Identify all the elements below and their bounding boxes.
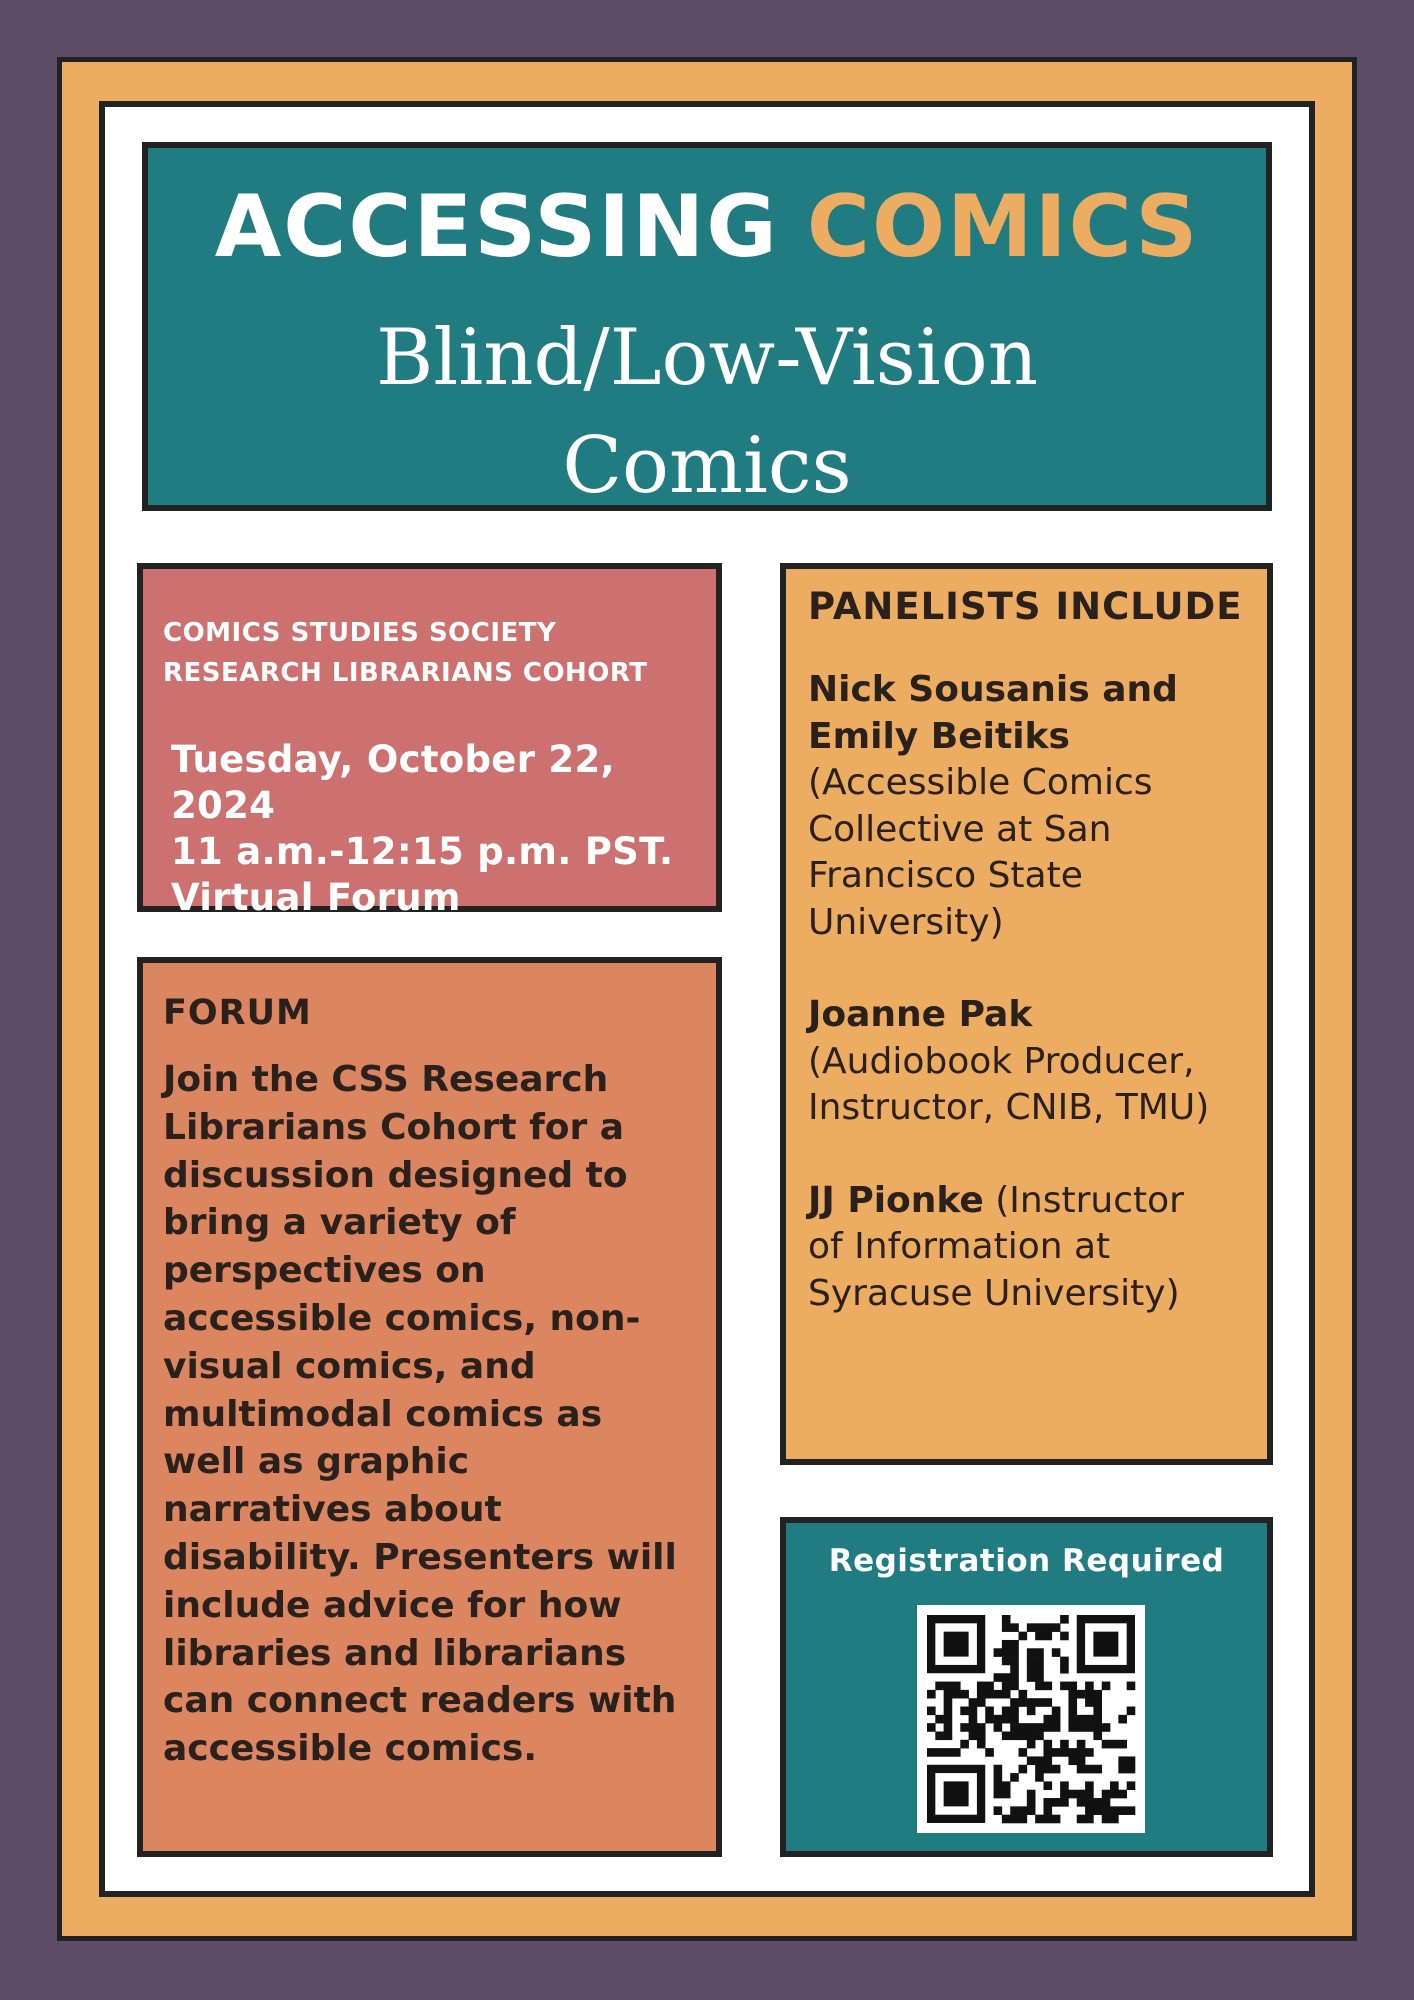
forum-line: narratives about [163,1489,502,1531]
forum-description [163,1056,708,1773]
forum-line: Librarians Cohort for a [163,1106,625,1148]
forum-line: accessible comics. [163,1728,538,1770]
organizer-line-1: COMICS STUDIES SOCIETY [163,618,557,648]
panelist-affiliation: (Instructor [983,1179,1184,1221]
panelists-list [808,667,1278,1363]
organizer-line-2: RESEARCH LIBRARIANS COHORT [163,658,648,688]
forum-line: Join the CSS Research [163,1059,609,1100]
forum-line: libraries and librarians [163,1632,627,1674]
panelist-affiliation: Collective at San [808,808,1112,850]
event-details [171,737,711,921]
forum-box [137,957,722,1857]
subtitle [148,304,1266,520]
forum-line: accessible comics, non- [163,1297,641,1339]
registration-label: Registration Required [828,1543,1225,1579]
forum-heading: FORUM [163,993,312,1033]
subtitle-line-2: Comics [562,421,852,511]
panelist-affiliation: Francisco State [808,855,1083,896]
panelist-affiliation: (Audiobook Producer, [808,1040,1195,1082]
registration-box [780,1517,1273,1857]
forum-line: multimodal comics as [163,1393,603,1435]
subtitle-line-1: Blind/Low-Vision [376,313,1038,403]
forum-line: perspectives on [163,1250,486,1292]
forum-line: visual comics, and [163,1345,536,1387]
title-word-comics: COMICS [806,177,1200,277]
panelist-affiliation: of Information at [808,1226,1111,1267]
forum-line: bring a variety of [163,1202,516,1244]
forum-line: include advice for how [163,1584,622,1626]
forum-line: well as graphic [163,1441,470,1483]
panelist-name: Nick Sousanis and [808,669,1178,710]
event-format: Virtual Forum [171,876,461,919]
main-title [148,177,1266,277]
panelist-name: Joanne Pak [808,994,1033,1035]
event-time: 11 a.m.-12:15 p.m. PST. [171,830,674,873]
panelist-name: JJ Pionke [808,1179,984,1221]
panelist-entry [808,667,1278,946]
panelist-affiliation: (Accessible Comics [808,762,1153,803]
event-info-box [137,563,722,919]
event-date: Tuesday, October 22, 2024 [171,738,615,827]
organizer [163,613,703,693]
qr-code[interactable] [917,1605,1145,1833]
forum-line: can connect readers with [163,1680,677,1722]
panelist-affiliation: Syracuse University) [808,1272,1180,1314]
panelists-heading: PANELISTS INCLUDE [808,585,1243,628]
qr-code-icon [917,1605,1145,1833]
title-banner [142,142,1272,511]
panelist-name: Emily Beitiks [808,715,1070,757]
panelist-affiliation: University) [808,901,1004,943]
panelist-entry [808,1178,1278,1318]
forum-line: disability. Presenters will [163,1536,677,1578]
forum-line: discussion designed to [163,1154,628,1196]
panelist-entry [808,992,1278,1132]
panelists-box [780,563,1273,1465]
title-word-accessing: ACCESSING [214,177,779,277]
panelist-affiliation: Instructor, CNIB, TMU) [808,1087,1210,1128]
